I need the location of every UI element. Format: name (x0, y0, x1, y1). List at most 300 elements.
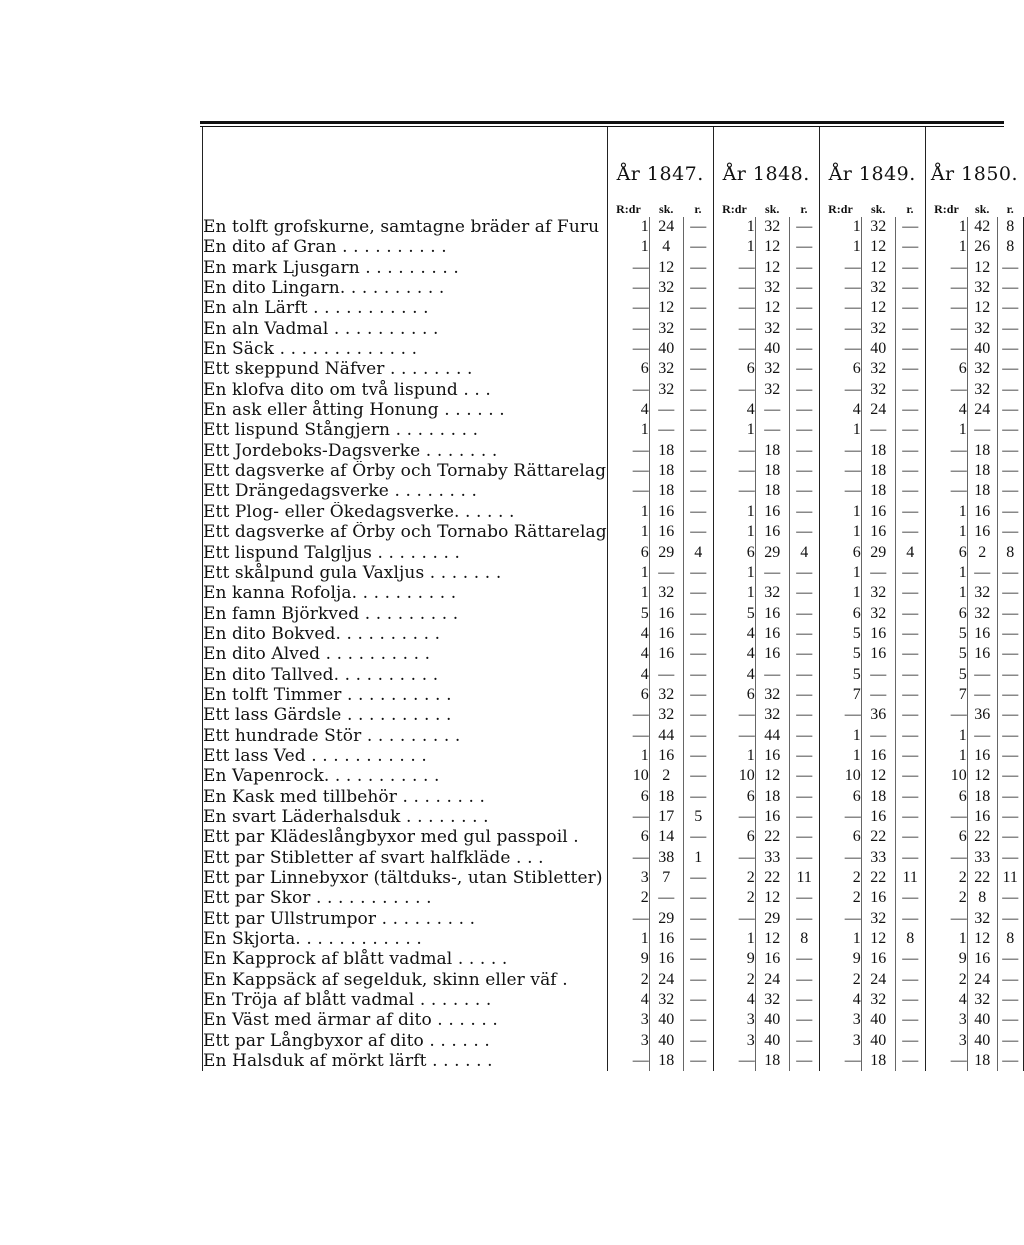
item-name: En Vapenrock. . . . . . . . . . . (203, 766, 608, 786)
runstycken-cell: — (895, 1031, 925, 1051)
table-row (203, 298, 1024, 318)
skilling-cell: 18 (755, 441, 789, 461)
skilling-cell: 16 (755, 807, 789, 827)
runstycken-cell: — (997, 420, 1023, 440)
runstycken-cell: 11 (997, 868, 1023, 888)
riksdaler-cell: 4 (607, 400, 649, 420)
riksdaler-cell: — (713, 278, 755, 298)
runstycken-cell: — (997, 990, 1023, 1010)
skilling-cell: 18 (649, 1051, 683, 1071)
riksdaler-cell: 4 (925, 400, 967, 420)
runstycken-cell: — (895, 400, 925, 420)
skilling-cell: 22 (861, 868, 895, 888)
skilling-cell: 12 (861, 258, 895, 278)
runstycken-cell: — (789, 319, 819, 339)
unit-header: R:dr (819, 185, 861, 217)
item-name: Ett Drängedagsverke . . . . . . . . (203, 481, 608, 501)
skilling-cell: 32 (755, 278, 789, 298)
riksdaler-cell: — (607, 339, 649, 359)
riksdaler-cell: 1 (607, 237, 649, 257)
runstycken-cell: — (683, 685, 713, 705)
runstycken-cell: — (683, 583, 713, 603)
runstycken-cell: — (683, 644, 713, 664)
skilling-cell: 18 (967, 441, 997, 461)
riksdaler-cell: — (819, 807, 861, 827)
skilling-cell: 40 (967, 339, 997, 359)
runstycken-cell: — (789, 827, 819, 847)
year-header-row (203, 127, 1024, 185)
riksdaler-cell: — (925, 909, 967, 929)
riksdaler-cell: 4 (607, 644, 649, 664)
skilling-cell: 22 (967, 827, 997, 847)
riksdaler-cell: 1 (925, 746, 967, 766)
skilling-cell: 40 (861, 1031, 895, 1051)
riksdaler-cell: 4 (713, 400, 755, 420)
skilling-cell: 12 (649, 258, 683, 278)
riksdaler-cell: 2 (713, 970, 755, 990)
skilling-cell: 40 (755, 339, 789, 359)
runstycken-cell: 11 (789, 868, 819, 888)
riksdaler-cell: — (713, 807, 755, 827)
runstycken-cell: — (789, 278, 819, 298)
riksdaler-cell: 2 (925, 970, 967, 990)
riksdaler-cell: — (819, 481, 861, 501)
skilling-cell: 12 (755, 929, 789, 949)
item-name: Ett lispund Talgljus . . . . . . . . (203, 543, 608, 563)
table-row (203, 481, 1024, 501)
riksdaler-cell: — (713, 380, 755, 400)
runstycken-cell: — (895, 827, 925, 847)
runstycken-cell: — (895, 563, 925, 583)
year-header: År 1849. (819, 127, 925, 185)
runstycken-cell: — (895, 990, 925, 1010)
riksdaler-cell: 10 (819, 766, 861, 786)
skilling-cell: 29 (649, 909, 683, 929)
riksdaler-cell: 5 (607, 604, 649, 624)
riksdaler-cell: 1 (607, 522, 649, 542)
runstycken-cell: — (789, 522, 819, 542)
runstycken-cell: — (789, 888, 819, 908)
skilling-cell: 40 (649, 1031, 683, 1051)
riksdaler-cell: 2 (607, 970, 649, 990)
riksdaler-cell: — (713, 726, 755, 746)
riksdaler-cell: 6 (819, 359, 861, 379)
runstycken-cell: — (789, 502, 819, 522)
riksdaler-cell: 3 (607, 1031, 649, 1051)
skilling-cell: 12 (755, 237, 789, 257)
runstycken-cell: — (997, 1031, 1023, 1051)
runstycken-cell: — (997, 909, 1023, 929)
item-name: Ett hundrade Stör . . . . . . . . . (203, 726, 608, 746)
skilling-cell: 32 (649, 380, 683, 400)
skilling-cell: — (755, 400, 789, 420)
riksdaler-cell: — (819, 258, 861, 278)
riksdaler-cell: — (713, 705, 755, 725)
runstycken-cell: — (683, 1010, 713, 1030)
table-row (203, 217, 1024, 237)
riksdaler-cell: 3 (713, 1010, 755, 1030)
runstycken-cell: — (789, 380, 819, 400)
item-header-blank (203, 185, 608, 217)
riksdaler-cell: — (819, 339, 861, 359)
runstycken-cell: — (789, 746, 819, 766)
skilling-cell: 12 (967, 298, 997, 318)
runstycken-cell: — (895, 848, 925, 868)
runstycken-cell: — (895, 746, 925, 766)
runstycken-cell: — (789, 237, 819, 257)
skilling-cell: — (967, 563, 997, 583)
table-row (203, 258, 1024, 278)
riksdaler-cell: 1 (607, 420, 649, 440)
skilling-cell: 16 (967, 644, 997, 664)
runstycken-cell: — (683, 827, 713, 847)
runstycken-cell: — (789, 583, 819, 603)
runstycken-cell: — (789, 604, 819, 624)
item-name: Ett par Långbyxor af dito . . . . . . (203, 1031, 608, 1051)
riksdaler-cell: — (819, 461, 861, 481)
runstycken-cell: — (997, 1051, 1023, 1071)
skilling-cell: 32 (755, 359, 789, 379)
skilling-cell: 24 (755, 970, 789, 990)
table-row (203, 970, 1024, 990)
riksdaler-cell: 10 (607, 766, 649, 786)
item-name: En tolft Timmer . . . . . . . . . . (203, 685, 608, 705)
skilling-cell: 32 (967, 359, 997, 379)
riksdaler-cell: — (607, 705, 649, 725)
skilling-cell: 22 (755, 827, 789, 847)
skilling-cell: — (649, 420, 683, 440)
runstycken-cell: — (683, 665, 713, 685)
skilling-cell: 32 (861, 604, 895, 624)
riksdaler-cell: 7 (819, 685, 861, 705)
skilling-cell: 18 (755, 481, 789, 501)
runstycken-cell: — (683, 604, 713, 624)
runstycken-cell: — (683, 563, 713, 583)
skilling-cell: 24 (649, 217, 683, 237)
riksdaler-cell: 9 (607, 949, 649, 969)
unit-header: R:dr (713, 185, 755, 217)
item-header-blank (203, 127, 608, 185)
riksdaler-cell: 1 (925, 563, 967, 583)
skilling-cell: 2 (649, 766, 683, 786)
runstycken-cell: — (997, 380, 1023, 400)
riksdaler-cell: — (925, 1051, 967, 1071)
riksdaler-cell: — (607, 909, 649, 929)
riksdaler-cell: 1 (713, 420, 755, 440)
runstycken-cell: — (895, 461, 925, 481)
runstycken-cell: — (997, 766, 1023, 786)
skilling-cell: 12 (967, 258, 997, 278)
riksdaler-cell: — (925, 278, 967, 298)
unit-header: sk. (659, 202, 674, 216)
riksdaler-cell: 3 (607, 1010, 649, 1030)
skilling-cell: 32 (755, 217, 789, 237)
unit-header: sk. (975, 202, 990, 216)
riksdaler-cell: 1 (925, 237, 967, 257)
riksdaler-cell: — (713, 461, 755, 481)
table-row (203, 868, 1024, 888)
runstycken-cell: 8 (997, 929, 1023, 949)
skilling-cell: 18 (755, 1051, 789, 1071)
riksdaler-cell: 6 (819, 787, 861, 807)
skilling-cell: 32 (755, 705, 789, 725)
runstycken-cell: — (683, 868, 713, 888)
riksdaler-cell: 2 (819, 888, 861, 908)
runstycken-cell: — (895, 420, 925, 440)
riksdaler-cell: — (819, 298, 861, 318)
riksdaler-cell: 1 (607, 563, 649, 583)
skilling-cell: 18 (861, 441, 895, 461)
runstycken-cell: — (789, 990, 819, 1010)
runstycken-cell: — (895, 258, 925, 278)
runstycken-cell: — (997, 685, 1023, 705)
runstycken-cell: — (789, 949, 819, 969)
runstycken-cell: — (789, 298, 819, 318)
skilling-cell: 40 (861, 1010, 895, 1030)
year-header: År 1848. (713, 127, 819, 185)
skilling-cell: 16 (649, 604, 683, 624)
skilling-cell: 4 (649, 237, 683, 257)
runstycken-cell: — (683, 502, 713, 522)
runstycken-cell: 4 (895, 543, 925, 563)
riksdaler-cell: 1 (713, 522, 755, 542)
year-header: År 1847. (607, 127, 713, 185)
riksdaler-cell: 2 (925, 888, 967, 908)
item-name: En Kappsäck af segelduk, skinn eller väf . (203, 970, 608, 990)
skilling-cell: 16 (649, 502, 683, 522)
skilling-cell: 32 (649, 990, 683, 1010)
runstycken-cell: — (683, 705, 713, 725)
runstycken-cell: — (683, 787, 713, 807)
item-name: En aln Vadmal . . . . . . . . . . (203, 319, 608, 339)
skilling-cell: 40 (861, 339, 895, 359)
skilling-cell: 12 (967, 929, 997, 949)
skilling-cell: 16 (967, 522, 997, 542)
runstycken-cell: — (683, 1031, 713, 1051)
riksdaler-cell: 1 (607, 746, 649, 766)
skilling-cell: 16 (967, 746, 997, 766)
riksdaler-cell: 3 (713, 1031, 755, 1051)
riksdaler-cell: 5 (925, 624, 967, 644)
skilling-cell: 32 (755, 319, 789, 339)
riksdaler-cell: — (713, 258, 755, 278)
runstycken-cell: 5 (683, 807, 713, 827)
runstycken-cell: — (683, 217, 713, 237)
riksdaler-cell: 9 (819, 949, 861, 969)
runstycken-cell: — (789, 665, 819, 685)
skilling-cell: 36 (861, 705, 895, 725)
skilling-cell: 44 (649, 726, 683, 746)
riksdaler-cell: 6 (925, 827, 967, 847)
table-row (203, 787, 1024, 807)
riksdaler-cell: 3 (607, 868, 649, 888)
riksdaler-cell: 3 (819, 1031, 861, 1051)
skilling-cell: 2 (967, 543, 997, 563)
runstycken-cell: — (683, 339, 713, 359)
skilling-cell: 12 (967, 766, 997, 786)
runstycken-cell: — (789, 339, 819, 359)
riksdaler-cell: — (713, 298, 755, 318)
runstycken-cell: — (895, 807, 925, 827)
runstycken-cell: — (789, 848, 819, 868)
runstycken-cell: — (997, 604, 1023, 624)
skilling-cell: — (967, 665, 997, 685)
item-name: En ask eller åtting Honung . . . . . . (203, 400, 608, 420)
runstycken-cell: — (683, 380, 713, 400)
skilling-cell: 17 (649, 807, 683, 827)
riksdaler-cell: 2 (607, 888, 649, 908)
runstycken-cell: — (789, 644, 819, 664)
skilling-cell: 16 (861, 888, 895, 908)
item-name: En Tröja af blått vadmal . . . . . . . (203, 990, 608, 1010)
table-row (203, 746, 1024, 766)
skilling-cell: — (649, 563, 683, 583)
skilling-cell: 44 (755, 726, 789, 746)
skilling-cell: 12 (861, 298, 895, 318)
runstycken-cell: 8 (895, 929, 925, 949)
table-row (203, 827, 1024, 847)
skilling-cell: 16 (861, 644, 895, 664)
item-name: Ett lass Ved . . . . . . . . . . . (203, 746, 608, 766)
runstycken-cell: — (895, 237, 925, 257)
riksdaler-cell: — (925, 848, 967, 868)
skilling-cell: 12 (649, 298, 683, 318)
skilling-cell: 18 (755, 787, 789, 807)
riksdaler-cell: — (819, 380, 861, 400)
skilling-cell: 12 (861, 237, 895, 257)
runstycken-cell: — (997, 665, 1023, 685)
runstycken-cell: — (683, 970, 713, 990)
unit-header: sk. (871, 202, 886, 216)
runstycken-cell: — (997, 481, 1023, 501)
skilling-cell: 16 (649, 644, 683, 664)
skilling-cell: 16 (967, 949, 997, 969)
runstycken-cell: — (997, 624, 1023, 644)
skilling-cell: 16 (861, 746, 895, 766)
skilling-cell: 16 (967, 624, 997, 644)
skilling-cell: — (755, 563, 789, 583)
skilling-cell: 18 (967, 481, 997, 501)
skilling-cell: 16 (967, 502, 997, 522)
skilling-cell: 32 (755, 583, 789, 603)
riksdaler-cell: — (925, 339, 967, 359)
runstycken-cell: — (997, 705, 1023, 725)
riksdaler-cell: — (925, 461, 967, 481)
table-row (203, 1031, 1024, 1051)
riksdaler-cell: — (713, 319, 755, 339)
riksdaler-cell: 1 (713, 217, 755, 237)
item-name: En dito Lingarn. . . . . . . . . . (203, 278, 608, 298)
runstycken-cell: — (683, 481, 713, 501)
item-name: En dito Tallved. . . . . . . . . . (203, 665, 608, 685)
skilling-cell: 16 (755, 644, 789, 664)
table-row (203, 461, 1024, 481)
runstycken-cell: — (997, 726, 1023, 746)
skilling-cell: 14 (649, 827, 683, 847)
skilling-cell: 40 (755, 1010, 789, 1030)
runstycken-cell: — (895, 604, 925, 624)
table-row (203, 888, 1024, 908)
riksdaler-cell: — (607, 1051, 649, 1071)
runstycken-cell: 8 (997, 237, 1023, 257)
runstycken-cell: — (997, 949, 1023, 969)
runstycken-cell: — (895, 909, 925, 929)
riksdaler-cell: 4 (819, 400, 861, 420)
runstycken-cell: — (895, 1051, 925, 1071)
skilling-cell: 32 (967, 990, 997, 1010)
runstycken-cell: — (683, 441, 713, 461)
skilling-cell: 18 (967, 1051, 997, 1071)
skilling-cell: 16 (649, 522, 683, 542)
riksdaler-cell: 6 (607, 543, 649, 563)
runstycken-cell: — (895, 685, 925, 705)
item-name: En famn Björkved . . . . . . . . . (203, 604, 608, 624)
table-row (203, 604, 1024, 624)
runstycken-cell: — (895, 787, 925, 807)
riksdaler-cell: — (607, 278, 649, 298)
runstycken-cell: — (997, 400, 1023, 420)
skilling-cell: 32 (755, 685, 789, 705)
runstycken-cell: — (789, 481, 819, 501)
runstycken-cell: 8 (997, 217, 1023, 237)
item-name: Ett skeppund Näfver . . . . . . . . (203, 359, 608, 379)
skilling-cell: 40 (649, 1010, 683, 1030)
riksdaler-cell: 1 (819, 583, 861, 603)
skilling-cell: 18 (649, 787, 683, 807)
unit-header: r. (694, 202, 702, 216)
item-name: En Kask med tillbehör . . . . . . . . (203, 787, 608, 807)
riksdaler-cell: 6 (713, 359, 755, 379)
riksdaler-cell: 1 (925, 522, 967, 542)
unit-header: R:dr (925, 185, 967, 217)
skilling-cell: 12 (755, 888, 789, 908)
runstycken-cell: — (895, 298, 925, 318)
item-name: En klofva dito om två lispund . . . (203, 380, 608, 400)
runstycken-cell: — (895, 705, 925, 725)
skilling-cell: 16 (755, 746, 789, 766)
skilling-cell: 16 (649, 624, 683, 644)
riksdaler-cell: 10 (713, 766, 755, 786)
riksdaler-cell: 6 (925, 787, 967, 807)
skilling-cell: 32 (967, 583, 997, 603)
skilling-cell: 7 (649, 868, 683, 888)
runstycken-cell: — (997, 970, 1023, 990)
skilling-cell: 32 (967, 380, 997, 400)
riksdaler-cell: 4 (607, 990, 649, 1010)
item-name: En dito Alved . . . . . . . . . . (203, 644, 608, 664)
riksdaler-cell: 6 (713, 827, 755, 847)
riksdaler-cell: 6 (925, 604, 967, 624)
skilling-cell: — (861, 563, 895, 583)
skilling-cell: 32 (967, 604, 997, 624)
runstycken-cell: 11 (895, 868, 925, 888)
skilling-cell: 32 (967, 909, 997, 929)
table-row (203, 400, 1024, 420)
skilling-cell: 12 (861, 766, 895, 786)
skilling-cell: 12 (755, 766, 789, 786)
table-row (203, 1010, 1024, 1030)
runstycken-cell: — (683, 278, 713, 298)
runstycken-cell: — (683, 888, 713, 908)
skilling-cell: 32 (649, 583, 683, 603)
skilling-cell: 12 (861, 929, 895, 949)
table-row (203, 522, 1024, 542)
riksdaler-cell: 1 (925, 929, 967, 949)
unit-header: sk. (765, 202, 780, 216)
skilling-cell: 16 (649, 746, 683, 766)
riksdaler-cell: 6 (713, 787, 755, 807)
item-name: Ett lass Gärdsle . . . . . . . . . . (203, 705, 608, 725)
